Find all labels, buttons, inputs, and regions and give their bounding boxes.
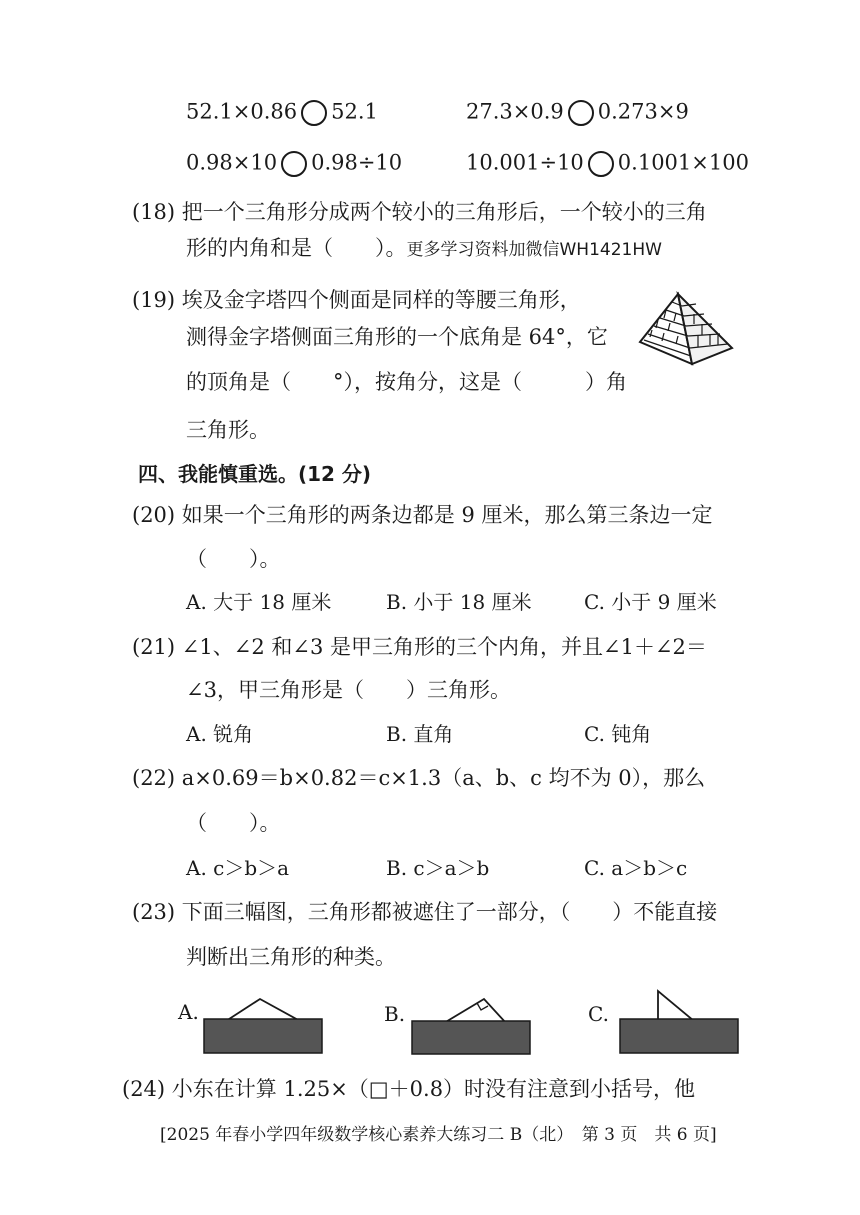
q21-line-1: (21) ∠1、∠2 和∠3 是甲三角形的三个内角，并且∠1＋∠2＝ (132, 635, 707, 659)
section-4-title: 四、我能慎重选。(12 分) (138, 462, 372, 486)
compare-expr: 10.001÷10 (466, 150, 584, 175)
q23-figure-label-b[interactable]: B. (384, 1002, 406, 1026)
q22-line-1: (22) a×0.69＝b×0.82＝c×1.3（a、b、c 均不为 0），那么 (132, 766, 706, 790)
q23-line-1: (23) 下面三幅图，三角形都被遮住了一部分，（ ）不能直接 (132, 900, 718, 924)
compare-expr: 52.1×0.86 (186, 99, 298, 124)
q18-line-2 (186, 238, 662, 259)
compare-expr: 0.98÷10 (311, 150, 403, 175)
page-footer: [2025 年春小学四年级数学核心素养大练习二 B（北） 第 3 页 共 6 页] (160, 1125, 717, 1145)
q18-line-1: (18) 把一个三角形分成两个较小的三角形后，一个较小的三角 (132, 200, 707, 224)
compare-circle-blank[interactable] (281, 151, 307, 177)
q20-option-a[interactable]: A. 大于 18 厘米 (186, 590, 332, 614)
q19-line-2: 测得金字塔侧面三角形的一个底角是 64°，它 (186, 325, 608, 349)
q22-option-c[interactable]: C. a＞b＞c (584, 856, 688, 880)
q21-line-2: ∠3，甲三角形是（ ）三角形。 (186, 678, 511, 702)
compare-expr: 27.3×0.9 (466, 99, 564, 124)
q24-line-1: (24) 小东在计算 1.25×（□＋0.8）时没有注意到小括号，他 (122, 1077, 696, 1101)
q21-option-b[interactable]: B. 直角 (386, 722, 454, 746)
q20-line-2: （ ）。 (186, 547, 281, 571)
q23-figure-label-a[interactable]: A. (178, 1000, 199, 1024)
q20-option-c[interactable]: C. 小于 9 厘米 (584, 590, 717, 614)
q23-figure-c (614, 985, 744, 1055)
compare-expr: 0.273×9 (597, 99, 689, 124)
compare-circle-blank[interactable] (301, 100, 327, 126)
compare-row-1-right (466, 100, 689, 126)
compare-expr: 0.98×10 (186, 150, 278, 175)
q22-option-a[interactable]: A. c＞b＞a (186, 856, 290, 880)
q21-option-a[interactable]: A. 锐角 (186, 722, 254, 746)
q23-line-2: 判断出三角形的种类。 (186, 945, 396, 969)
compare-circle-blank[interactable] (568, 100, 594, 126)
compare-circle-blank[interactable] (588, 151, 614, 177)
q19-line-1: (19) 埃及金字塔四个侧面是同样的等腰三角形， (132, 288, 581, 312)
q20-line-1: (20) 如果一个三角形的两条边都是 9 厘米，那么第三条边一定 (132, 503, 713, 527)
compare-row-2-right (466, 151, 749, 177)
pyramid-icon (636, 290, 736, 370)
q19-line-3: 的顶角是（ °），按角分，这是（ ）角 (186, 370, 627, 394)
compare-expr: 0.1001×100 (617, 150, 749, 175)
q20-option-b[interactable]: B. 小于 18 厘米 (386, 590, 532, 614)
watermark-text: 更多学习资料加微信WH1421HW (406, 240, 662, 260)
compare-row-1-left (186, 100, 378, 126)
q23-figure-a (200, 995, 330, 1055)
q23-figure-label-c[interactable]: C. (588, 1002, 609, 1026)
compare-expr: 52.1 (331, 99, 378, 124)
q21-option-c[interactable]: C. 钝角 (584, 722, 652, 746)
q19-line-4: 三角形。 (186, 418, 270, 442)
compare-row-2-left (186, 151, 402, 177)
q18-text: 形的内角和是（ ）。 (186, 236, 407, 260)
q22-line-2: （ ）。 (186, 811, 281, 835)
q23-figure-b (408, 995, 538, 1055)
q22-option-b[interactable]: B. c＞a＞b (386, 856, 490, 880)
